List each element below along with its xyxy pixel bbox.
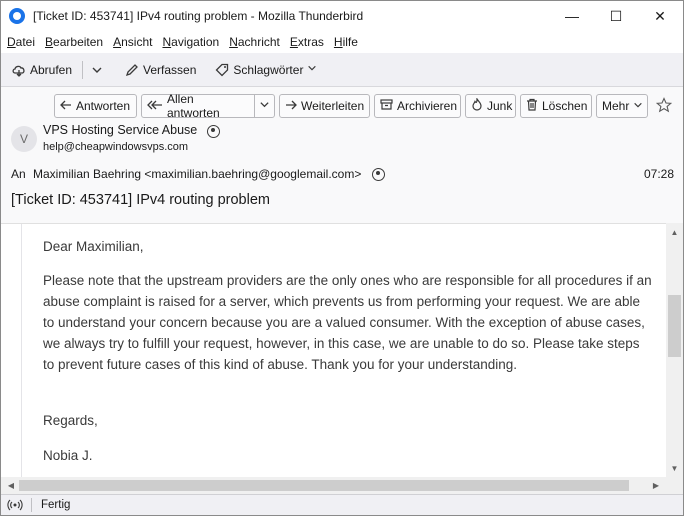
vertical-scroll-thumb[interactable] bbox=[668, 295, 681, 357]
junk-button[interactable] bbox=[465, 94, 516, 118]
archive-button[interactable] bbox=[374, 94, 461, 118]
forward-label: Weiterleiten bbox=[301, 99, 365, 113]
message-subject: [Ticket ID: 453741] IPv4 routing problem bbox=[11, 192, 270, 208]
chevron-down-icon bbox=[89, 62, 105, 78]
quote-rule bbox=[21, 224, 22, 494]
menu-navigation[interactable]: Navigation bbox=[162, 35, 220, 49]
greeting: Dear Maximilian, bbox=[43, 239, 144, 254]
close-button[interactable]: ✕ bbox=[654, 7, 666, 24]
scroll-up-icon[interactable]: ▲ bbox=[670, 227, 679, 237]
chevron-down-icon bbox=[259, 99, 270, 113]
avatar: V bbox=[11, 126, 37, 152]
reply-all-label: Allen antworten bbox=[167, 92, 220, 120]
star-icon[interactable] bbox=[656, 97, 672, 118]
window-title: [Ticket ID: 453741] IPv4 routing problem - Mozilla Thunderbird bbox=[33, 9, 364, 23]
chevron-down-icon bbox=[633, 99, 643, 113]
maximize-button[interactable]: ☐ bbox=[609, 7, 623, 24]
scroll-corner bbox=[666, 477, 683, 494]
chevron-down-icon bbox=[307, 63, 317, 76]
menu-hilfe[interactable]: Hilfe bbox=[333, 35, 358, 49]
junk-flame-icon bbox=[471, 98, 483, 114]
get-mail-dropdown[interactable] bbox=[85, 58, 112, 82]
minimize-button[interactable]: — bbox=[565, 8, 579, 24]
horizontal-scrollbar[interactable] bbox=[1, 477, 683, 494]
signature: Nobia J. bbox=[43, 448, 93, 463]
compose-button[interactable] bbox=[120, 58, 200, 82]
thunderbird-icon bbox=[9, 8, 25, 24]
message-time: 07:28 bbox=[644, 167, 675, 181]
reply-button[interactable] bbox=[54, 94, 137, 118]
message-header bbox=[1, 88, 683, 218]
cloud-download-icon bbox=[11, 62, 27, 78]
menu-datei[interactable]: Datei bbox=[7, 35, 36, 49]
status-bar bbox=[1, 494, 683, 515]
menu-extras[interactable]: Extras bbox=[289, 35, 324, 49]
scroll-left-icon[interactable]: ◀ bbox=[7, 481, 15, 490]
reply-label: Antworten bbox=[76, 99, 131, 113]
forward-icon bbox=[285, 99, 297, 114]
more-label: Mehr bbox=[602, 99, 630, 113]
vertical-scrollbar[interactable] bbox=[666, 223, 683, 477]
regards: Regards, bbox=[43, 413, 98, 428]
menu-bearbeiten[interactable]: Bearbeiten bbox=[45, 35, 104, 49]
more-button[interactable] bbox=[596, 94, 648, 118]
tags-label: Schlagwörter bbox=[233, 62, 304, 77]
tag-icon bbox=[214, 62, 230, 78]
archive-label: Archivieren bbox=[397, 99, 458, 113]
title-bar bbox=[1, 1, 683, 31]
junk-label: Junk bbox=[487, 99, 513, 113]
delete-button[interactable] bbox=[520, 94, 592, 118]
contact-icon[interactable] bbox=[372, 168, 385, 181]
reply-all-dropdown[interactable] bbox=[254, 94, 275, 118]
sender-email[interactable]: help@cheapwindowsvps.com bbox=[43, 141, 189, 153]
status-text: Fertig bbox=[41, 499, 71, 511]
get-mail-label: Abrufen bbox=[30, 62, 73, 77]
scroll-right-icon[interactable]: ▶ bbox=[652, 481, 660, 490]
reply-all-button[interactable] bbox=[141, 94, 255, 118]
recipient[interactable]: Maximilian Baehring <maximilian.baehring@googlemail.com> bbox=[33, 167, 362, 181]
forward-button[interactable] bbox=[279, 94, 370, 118]
body-paragraph: Please note that the upstream providers are the only ones who are responsible for all procedures if an abuse complaint is raised for a server, which prevents us from performing your request. We are able to understand your concern because you are a valued consumer. With the exception of abuse cases, we always try to fulfill your request, however, in this case, we are unable to do so. Please take steps to prevent future cases of this kind of abuse. Thank you for your understanding. bbox=[43, 273, 652, 372]
sender-name[interactable]: VPS Hosting Service Abuse bbox=[43, 123, 198, 137]
pencil-icon bbox=[124, 62, 140, 78]
menu-ansicht[interactable]: Ansicht bbox=[113, 35, 153, 49]
activity-icon[interactable] bbox=[7, 498, 23, 515]
main-toolbar bbox=[1, 53, 683, 87]
toolbar-separator bbox=[82, 61, 83, 79]
trash-icon bbox=[526, 98, 538, 114]
horizontal-scroll-thumb[interactable] bbox=[19, 480, 629, 491]
compose-label: Verfassen bbox=[143, 62, 197, 77]
contact-icon[interactable] bbox=[207, 125, 220, 138]
tags-button[interactable] bbox=[210, 58, 321, 82]
reply-icon bbox=[60, 99, 72, 114]
menu-bar bbox=[1, 31, 683, 53]
menu-nachricht[interactable]: Nachricht bbox=[229, 35, 280, 49]
reply-all-icon bbox=[147, 99, 163, 114]
archive-icon bbox=[380, 98, 393, 114]
to-label: An bbox=[11, 167, 26, 181]
message-body bbox=[1, 223, 683, 494]
get-mail-button[interactable] bbox=[7, 58, 76, 82]
scroll-down-icon[interactable]: ▼ bbox=[670, 463, 679, 473]
delete-label: Löschen bbox=[542, 99, 588, 113]
status-divider bbox=[31, 498, 32, 512]
